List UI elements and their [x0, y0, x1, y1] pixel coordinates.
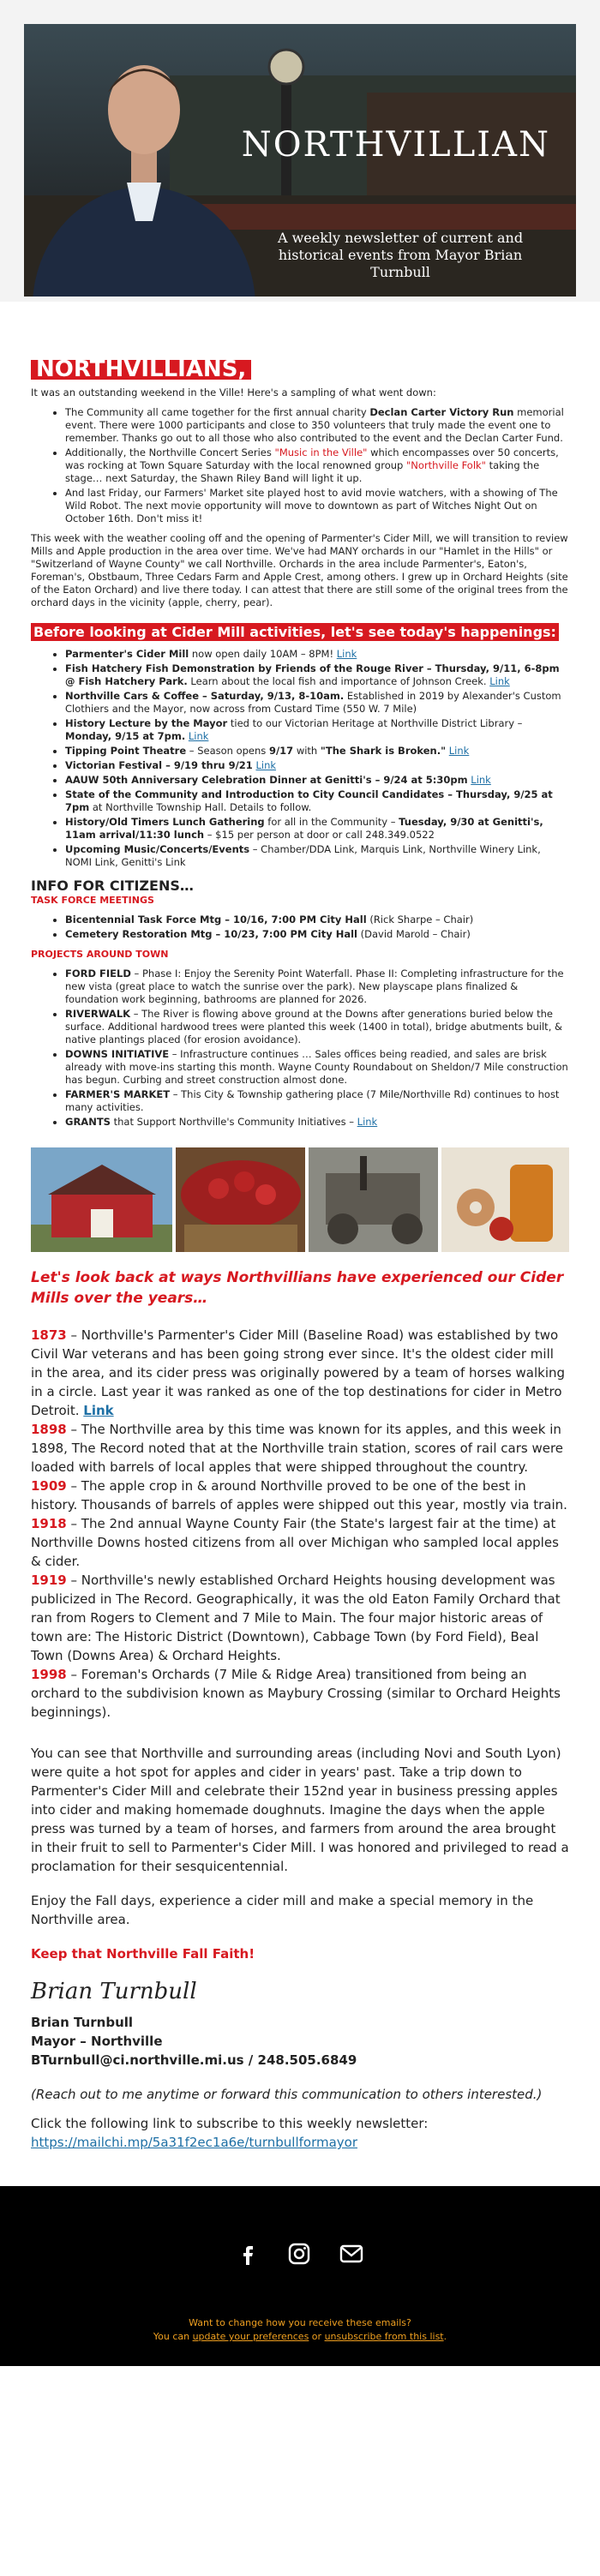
list-item: • History Lecture by the Mayor tied to our Victorian Heritage at Northville District Library – Monday, 9/15 at 7pm. Link	[65, 717, 569, 743]
facebook-icon[interactable]	[237, 2243, 259, 2265]
list-item: • GRANTS that Support Northville's Community Initiatives – Link	[65, 1116, 569, 1129]
parmenters-link[interactable]: Link	[83, 1403, 114, 1418]
doughnuts-cider-photo	[441, 1147, 569, 1252]
info-heading: INFO FOR CITIZENS…	[31, 878, 194, 894]
history-section	[0, 1267, 600, 2152]
event-link[interactable]: Link	[188, 730, 209, 742]
projects-heading: PROJECTS AROUND TOWN	[31, 949, 169, 960]
subscribe-text: Click the following link to subscribe to this weekly newsletter:	[31, 2116, 429, 2131]
history-entry: 1909 – The apple crop in & around Northville proved to be one of the best in history. Thousands of barrels of apples were shipped out this year, mostly via train.	[31, 1478, 567, 1513]
list-item: • And last Friday, our Farmers' Market site played host to avid movie watchers, with a showing of The Wild Robot. The next movie opportunity will move to downtown as part of Witches Night Out on October 16th. Don't miss it!	[65, 487, 569, 525]
event-link[interactable]: Link	[448, 745, 470, 757]
cider-mill-barn-photo	[31, 1147, 172, 1252]
intro-section	[0, 302, 600, 1252]
projects-list	[31, 967, 569, 1129]
newsletter-subtitle: A weekly newsletter of current and historical events from Mayor Brian Turnbull	[277, 230, 524, 280]
history-entry: 1873 – Northville's Parmenter's Cider Mill (Baseline Road) was established by two Civil War veterans and has been going strong ever since. It's the oldest cider mill in the area, and its cider press was originally powered by a team of horses walking in a circle. Last year it was ranked as one of the top destinations for cider in Metro Detroit. Link	[31, 1327, 566, 1418]
history-title: Let's look back at ways Northvillians have experienced our Cider Mills over the years…	[31, 1269, 564, 1307]
history-entry: 1918 – The 2nd annual Wayne County Fair (the State's largest fair at the time) at Northville Downs hosted citizens from all over Michigan who sampled local apples & cider.	[31, 1516, 559, 1569]
signer-role: Mayor – Northville	[31, 2034, 163, 2049]
list-item: • FARMER'S MARKET – This City & Township gathering place (7 Mile/Northville Rd) continues to host many activities.	[65, 1088, 569, 1114]
list-item: • Cemetery Restoration Mtg – 10/23, 7:00 PM City Hall (David Marold – Chair)	[65, 928, 569, 941]
history-entry: 1998 – Foreman's Orchards (7 Mile & Ridge Area) transitioned from being an orchard to the subdivision known as Maybury Crossing (similar to Orchard Heights beginnings).	[31, 1667, 561, 1720]
list-item: • Additionally, the Northville Concert Series "Music in the Ville" which encompasses over 50 concerts, was rocking at Town Square Saturday with the local renowned group "Northville Folk" taking the stage… next Saturday, the Shawn Riley Band will light it up.	[65, 446, 569, 485]
hero-banner	[24, 24, 576, 297]
greeting-banner: NORTHVILLIANS,	[31, 360, 251, 380]
list-item: • Northville Cars & Coffee – Saturday, 9/13, 8-10am. Established in 2019 by Alexander's Custom Clothiers and the Mayor, now across from Custard Time (550 W. 7 Mile)	[65, 690, 569, 716]
subscribe-link[interactable]: https://mailchi.mp/5a31f2ec1a6e/turnbullformayor	[31, 2135, 358, 2150]
list-item: • Parmenter's Cider Mill now open daily 10AM – 8PM! Link	[65, 648, 569, 661]
list-item: • FORD FIELD – Phase I: Enjoy the Serenity Point Waterfall. Phase II: Completing infrastructure for the new vista (great place to watch the sunrise over the park). New playscape plans finalized & foundation work beginning, bathrooms are planned for 2026.	[65, 967, 569, 1006]
intro-lead: It was an outstanding weekend in the Ville! Here's a sampling of what went down:	[31, 386, 436, 398]
history-entry: 1919 – Northville's newly established Orchard Heights housing development was publicized in The Record. Geographically, it was the old Eaton Family Orchard that ran from Rogers to Clement and 7 Mile to Main. The four major historic areas of town are: The Historic District (Downtown), Cabbage Town (by Ford Field), Beal Town (Downs Area) & Orchard Heights.	[31, 1573, 561, 1663]
list-item: • Fish Hatchery Fish Demonstration by Friends of the Rouge River – Thursday, 9/11, 6-8pm @ Fish Hatchery Park. Learn about the local fish and importance of Johnson Creek. Link	[65, 662, 569, 688]
grants-link[interactable]: Link	[357, 1116, 378, 1128]
happenings-list	[31, 648, 569, 869]
update-preferences-link[interactable]: update your preferences	[192, 2331, 309, 2342]
unsubscribe-link[interactable]: unsubscribe from this list	[324, 2331, 444, 2342]
task-force-heading: TASK FORCE MEETINGS	[31, 895, 154, 906]
event-link[interactable]: Link	[255, 759, 277, 771]
instagram-icon[interactable]	[288, 2243, 310, 2265]
keep-faith-text: Keep that Northville Fall Faith!	[31, 1946, 255, 1962]
signature-image: Brian Turnbull	[31, 1979, 197, 2004]
footer-line: Want to change how you receive these emails?	[189, 2317, 411, 2328]
cider-press-photo	[309, 1147, 438, 1252]
list-item: • Tipping Point Theatre – Season opens 9/17 with "The Shark is Broken." Link	[65, 745, 569, 758]
weekend-highlights	[31, 406, 569, 525]
intro-paragraph: This week with the weather cooling off and the opening of Parmenter's Cider Mill, we will transition to review Mills and Apple production in the area over time. We've had MANY orchards in our "Hamlet in the Hills" or "Switzerland of Wayne County" we call Northville. Orchards in the area include Parmenter's, Eaton's, Foreman's, Obstbaum, Three Cedars Farm and Apple Crest, among others. I grew up in Orchard Heights (site of the Eaton Orchard) and live there today. I can attest that there are still some of the original trees from the orchard days in the vicinity (apple, cherry, pear).	[31, 532, 568, 608]
newsletter-title: NORTHVILLIAN	[241, 125, 550, 165]
email-icon[interactable]	[339, 2243, 363, 2265]
happenings-banner: Before looking at Cider Mill activities, let's see today's happenings:	[31, 623, 559, 641]
list-item: • RIVERWALK – The River is flowing above ground at the Downs after generations buried below the surface. Additional hardwood trees were planted this week (1400 in total), bridge abutments built, & native plantings placed (for erosion avoidance).	[65, 1008, 569, 1046]
signer-name: Brian Turnbull	[31, 2015, 134, 2030]
footer-line: You can update your preferences or unsubscribe from this list.	[153, 2331, 447, 2342]
history-entry: 1898 – The Northville area by this time was known for its apples, and this week in 1898, The Record noted that at the Northville train station, scores of rail cars were loaded with barrels of local apples that were shipped throughout the country.	[31, 1422, 564, 1475]
footer-text	[0, 2316, 600, 2344]
closing-paragraph: You can see that Northville and surrounding areas (including Novi and South Lyon) were quite a hot spot for apples and cider in years' past. Take a trip down to Parmenter's Cider Mill and celebrate their 152nd year in business pressing apples into cider and making homemade doughnuts. Imagine the days when the apple press was turned by a team of horses, and farmers from around the area brought in their fruit to sell to Parmenter's Cider Mill. I was honored and privileged to read a proclamation for their sesquicentennial.	[31, 1746, 569, 1874]
list-item: • Upcoming Music/Concerts/Events – Chamber/DDA Link, Marquis Link, Northville Winery Link, NOMI Link, Genitti's Link	[65, 843, 569, 869]
event-link[interactable]: Link	[471, 774, 491, 786]
signer-contact: BTurnbull@ci.northville.mi.us / 248.505.6849	[31, 2052, 357, 2068]
footer	[0, 2186, 600, 2366]
reach-out-note: (Reach out to me anytime or forward this communication to others interested.)	[31, 2087, 543, 2102]
apple-baskets-photo	[176, 1147, 305, 1252]
list-item: • The Community all came together for the first annual charity Declan Carter Victory Run memorial event. There were 1000 participants and close to 350 volunteers that truly made the event one to remember. Thanks go out to all those who also contributed to the event and the Declan Carter Fund.	[65, 406, 569, 445]
list-item: • Victorian Festival – 9/19 thru 9/21 Link	[65, 759, 569, 772]
list-item: • AAUW 50th Anniversary Celebration Dinner at Genitti's – 9/24 at 5:30pm Link	[65, 774, 569, 787]
task-force-list	[31, 914, 569, 941]
list-item: • History/Old Timers Lunch Gathering for all in the Community – Tuesday, 9/30 at Genitti's, 11am arrival/11:30 lunch – $15 per person at door or call 248.349.0522	[65, 816, 569, 842]
list-item: • State of the Community and Introduction to City Council Candidates – Thursday, 9/25 at 7pm at Northville Township Hall. Details to follow.	[65, 788, 569, 814]
list-item: • Bicentennial Task Force Mtg – 10/16, 7:00 PM City Hall (Rick Sharpe – Chair)	[65, 914, 569, 926]
header-wrapper	[0, 0, 600, 302]
event-link[interactable]: Link	[489, 675, 510, 687]
enjoy-text: Enjoy the Fall days, experience a cider mill and make a special memory in the Northville area.	[31, 1893, 534, 1927]
social-links	[0, 2243, 600, 2265]
list-item: • DOWNS INITIATIVE – Infrastructure continues … Sales offices being readied, and sales are brisk already with move-ins starting this month. Wayne County Roundabout on Sheldon/7 Mile construction has begun. Curbing and street construction almost done.	[65, 1048, 569, 1087]
event-link[interactable]: Link	[336, 648, 357, 660]
cider-photo-strip	[31, 1147, 569, 1252]
